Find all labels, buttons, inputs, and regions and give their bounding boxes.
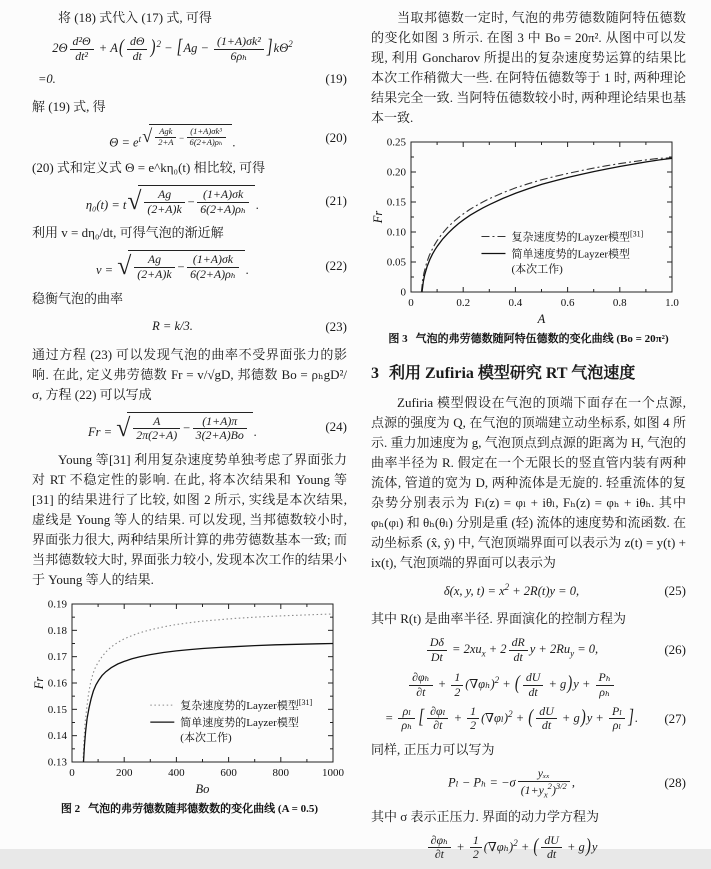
svg-text:(本次工作): (本次工作) bbox=[511, 263, 563, 276]
svg-text:简单速度势的Layzer模型: 简单速度势的Layzer模型 bbox=[180, 717, 299, 730]
equation-21: η₀(t) = t √ $\frac{Ag}{(2+A)k}$ − $\frac{(1+A)\sigma k}{\text{6(2+A)ρₕ}}$ . (21) bbox=[85, 186, 347, 216]
paragraph-bond-number: 当取邦德数一定时, 气泡的弗劳德数随阿特伍德数的变化如图 3 所示. 在图 3 中 Bo = 20π². 从图中可以发现, 利用 Goncharov 所提出的复杂速度势运算的结果比本次工作稍微大一些. 在阿特伍德数等于 1 时, 两种理论结果完全一致. 当阿特伍德数较小时, 两种理论结果也基本一致. bbox=[371, 10, 686, 125]
section-title: 利用 Zufiria 模型研究 RT 气泡速度 bbox=[389, 365, 636, 382]
svg-text:0.10: 0.10 bbox=[386, 226, 406, 239]
right-column bbox=[371, 8, 686, 869]
equation-19-line2: =0. (19) bbox=[38, 71, 347, 87]
equation-26: $\frac{D\delta}{Dt}$ = $2xu_x + 2$ $\frac{dR}{dt}$ $y + 2Ru_y = 0$, (26) bbox=[371, 636, 686, 664]
svg-text:0: 0 bbox=[69, 766, 75, 779]
left-column bbox=[32, 8, 347, 869]
figure-2-caption bbox=[32, 800, 347, 816]
svg-text:0.19: 0.19 bbox=[47, 598, 67, 611]
svg-text:0: 0 bbox=[408, 297, 414, 309]
svg-text:0.18: 0.18 bbox=[47, 624, 67, 637]
svg-text:简单速度势的Layzer模型: 简单速度势的Layzer模型 bbox=[511, 248, 631, 261]
figure-3-caption bbox=[371, 330, 686, 346]
paragraph-use-velocity: 利用 v = dη₀/dt, 可得气泡的渐近解 bbox=[32, 225, 224, 241]
paragraph-zufiria-model: Zufiria 模型假设在气泡的顶端下面存在一个点源, 点源的强度为 Q, 在气泡的顶端建立动坐标系, 如图 4 所示. 重力加速度为 g, 气泡顶点到点源的距离为 H, 气泡的曲率半径为 R. 假定在一个无限长的竖直管内装有两种流体, 管道的宽为 D, 两种流体是无旋的. 轻重流体的复杂势分别表示为 Fₗ(z) = φₗ + iθₗ, Fₕ(z) = φₕ + iθₕ. 其中 φₕ(φₗ) 和 θₕ(θₗ) 分别是重 (轻) 流体的速度势和流函数. 在动坐标系 (x̂, ŷ) 中, 气泡顶端界面可以表示为 z(t) = y(t) + ix(t), 气泡顶端的界面可以表示为 bbox=[371, 395, 686, 570]
svg-text:0.05: 0.05 bbox=[386, 256, 406, 269]
svg-text:0.2: 0.2 bbox=[456, 297, 471, 309]
svg-text:0: 0 bbox=[400, 286, 406, 299]
equation-27-line2: = $\frac{\text{ρₗ}}{\text{ρₕ}}$ [ $\frac{\text{∂φₗ}}{\partial t}$ + $\frac{1}{2}$ $(\nabla\varphi_l)^2$ + ( $\frac{dU}{dt}$ + g)y + $\frac{\text{Pₗ}}{\text{ρₗ}}$ ]. (27) bbox=[384, 703, 686, 733]
svg-text:(本次工作): (本次工作) bbox=[180, 732, 232, 745]
svg-text:0.17: 0.17 bbox=[47, 651, 67, 664]
paragraph-curvature-radius: 其中 R(t) 是曲率半径. 界面演化的控制方程为 bbox=[371, 611, 626, 626]
equation-29-unnumbered: $\frac{\text{∂φₕ}}{\partial t}$ + $\frac{1}{2}$ $(\nabla\varphi_h)^2$ + ( $\frac{dU}{dt}$ + g)y bbox=[371, 834, 686, 862]
svg-text:0.20: 0.20 bbox=[386, 166, 406, 179]
paragraph-sigma-pressure: 其中 σ 表示正压力. 界面的动力学方程为 bbox=[371, 808, 600, 824]
svg-text:1000: 1000 bbox=[322, 766, 344, 779]
equation-27-line1: $\frac{\text{∂φₕ}}{\partial t}$ + $\frac{1}{2}$ $(\nabla\varphi_h)^2$ + ( $\frac{dU}{dt}$ + g)y + $\frac{\text{Pₕ}}{\text{ρₕ}}$ bbox=[371, 671, 686, 699]
svg-text:复杂速度势的Layzer模型[31]: 复杂速度势的Layzer模型[31] bbox=[511, 229, 644, 244]
svg-text:0.25: 0.25 bbox=[386, 136, 406, 149]
svg-text:1.0: 1.0 bbox=[665, 297, 679, 309]
paragraph-curvature: 稳衡气泡的曲率 bbox=[32, 290, 124, 306]
svg-text:0.6: 0.6 bbox=[560, 297, 575, 309]
equation-28: Pₗ − Pₕ = −σ $\frac{\text{yₓₓ}}{(1+y_x^2)^{3/2}}$ , (28) bbox=[448, 765, 686, 799]
paragraph-through-23: 通过方程 (23) 可以发现气泡的曲率不受界面张力的影响. 在此, 定义弗劳德数 Fr = v/√gD, 邦德数 Bo = ρₕgD²/σ, 方程 (22) 可以写成 bbox=[32, 346, 347, 402]
paragraph-solve-19: 解 (19) 式, 得 bbox=[32, 99, 106, 115]
section-heading-3 bbox=[371, 360, 686, 383]
svg-text:0.4: 0.4 bbox=[508, 297, 523, 309]
svg-text:400: 400 bbox=[168, 766, 185, 779]
svg-text:0.15: 0.15 bbox=[386, 196, 406, 209]
figure-3-chart bbox=[371, 134, 686, 326]
equation-22: v = √ $\frac{Ag}{(2+A)k}$ − $\frac{(1+A)\sigma k}{\text{6(2+A)ρₕ}}$ . (22) bbox=[95, 251, 347, 281]
figure-2-chart bbox=[32, 596, 347, 796]
svg-text:600: 600 bbox=[220, 766, 237, 779]
svg-text:0.13: 0.13 bbox=[47, 756, 67, 769]
figure-2-caption-text: 气泡的弗劳德数随邦德数数的变化曲线 (A = 0.5) bbox=[88, 802, 319, 815]
equation-23: R = k/3. (23) bbox=[152, 318, 347, 334]
svg-text:Fr: Fr bbox=[371, 210, 385, 224]
figure-3 bbox=[371, 134, 686, 346]
paragraph-same-pressure: 同样, 正压力可以写为 bbox=[371, 741, 495, 757]
equation-19-line1: 2Θ $\frac{\text{d²Θ}}{\text{dt²}}$ + A( $\frac{d\Theta}{dt}$ )$^2$ − [Ag − $\frac{\text{(1+A)σk²}}{\text{6ρₕ}}$ ]$k\Theta^2$ bbox=[52, 34, 293, 63]
svg-text:0.8: 0.8 bbox=[612, 297, 627, 309]
two-column-layout bbox=[32, 8, 687, 869]
figure-3-caption-label: 图 3 bbox=[388, 333, 408, 345]
figure-2 bbox=[32, 596, 347, 816]
section-number: 3 bbox=[371, 365, 379, 382]
svg-text:0.15: 0.15 bbox=[47, 703, 67, 716]
paragraph-compare-20: (20) 式和定义式 Θ = e^kη₀(t) 相比较, 可得 bbox=[32, 160, 266, 175]
equation-20: $\Theta = e^{t √ \frac{\text{Agk}}{2+A} - \frac{\text{(1+A)σk³}}{\text{6(2+A)ρₕ}}}$ . (20) bbox=[109, 125, 347, 150]
svg-text:0.14: 0.14 bbox=[47, 730, 67, 743]
svg-text:200: 200 bbox=[115, 766, 133, 779]
svg-text:A: A bbox=[537, 312, 546, 326]
figure-2-caption-label: 图 2 bbox=[60, 802, 81, 815]
svg-text:Bo: Bo bbox=[195, 781, 210, 796]
equation-25: δ(x, y, $t) = x^2 + 2R(t)y = 0$, (25) bbox=[443, 582, 686, 599]
svg-text:Fr: Fr bbox=[32, 676, 46, 690]
figure-3-caption-text: 气泡的弗劳德数随阿特伍德数的变化曲线 (Bo = 20π²) bbox=[415, 333, 669, 345]
svg-text:800: 800 bbox=[272, 766, 290, 779]
paragraph-substitute-18: 将 (18) 式代入 (17) 式, 可得 bbox=[58, 10, 212, 25]
svg-text:复杂速度势的Layzer模型[31]: 复杂速度势的Layzer模型[31] bbox=[180, 698, 313, 713]
equation-24: Fr = √ $\frac{A}{2\pi(2+A)}$ − $\frac{(1+A)\pi}{3(2+A)Bo}$ . (24) bbox=[88, 412, 347, 443]
paragraph-young-comparison: Young 等[31] 利用复杂速度势单独考虑了界面张力对 RT 不稳定性的影响. 在此, 将本次结果和 Young 等[31] 的结果进行了比较, 如图 2 所示, 实线是本次结果, 虚线是 Young 等人的结果. 可以发现, 当邦德数较小时, 界面张力很大, 两种结果所计算的弗劳德数基本一致; 而当邦德数较大时, 界面张力较小, 发现本次工作的结果小于 Young 等人的结果. bbox=[32, 451, 347, 587]
svg-text:0.16: 0.16 bbox=[47, 677, 67, 690]
